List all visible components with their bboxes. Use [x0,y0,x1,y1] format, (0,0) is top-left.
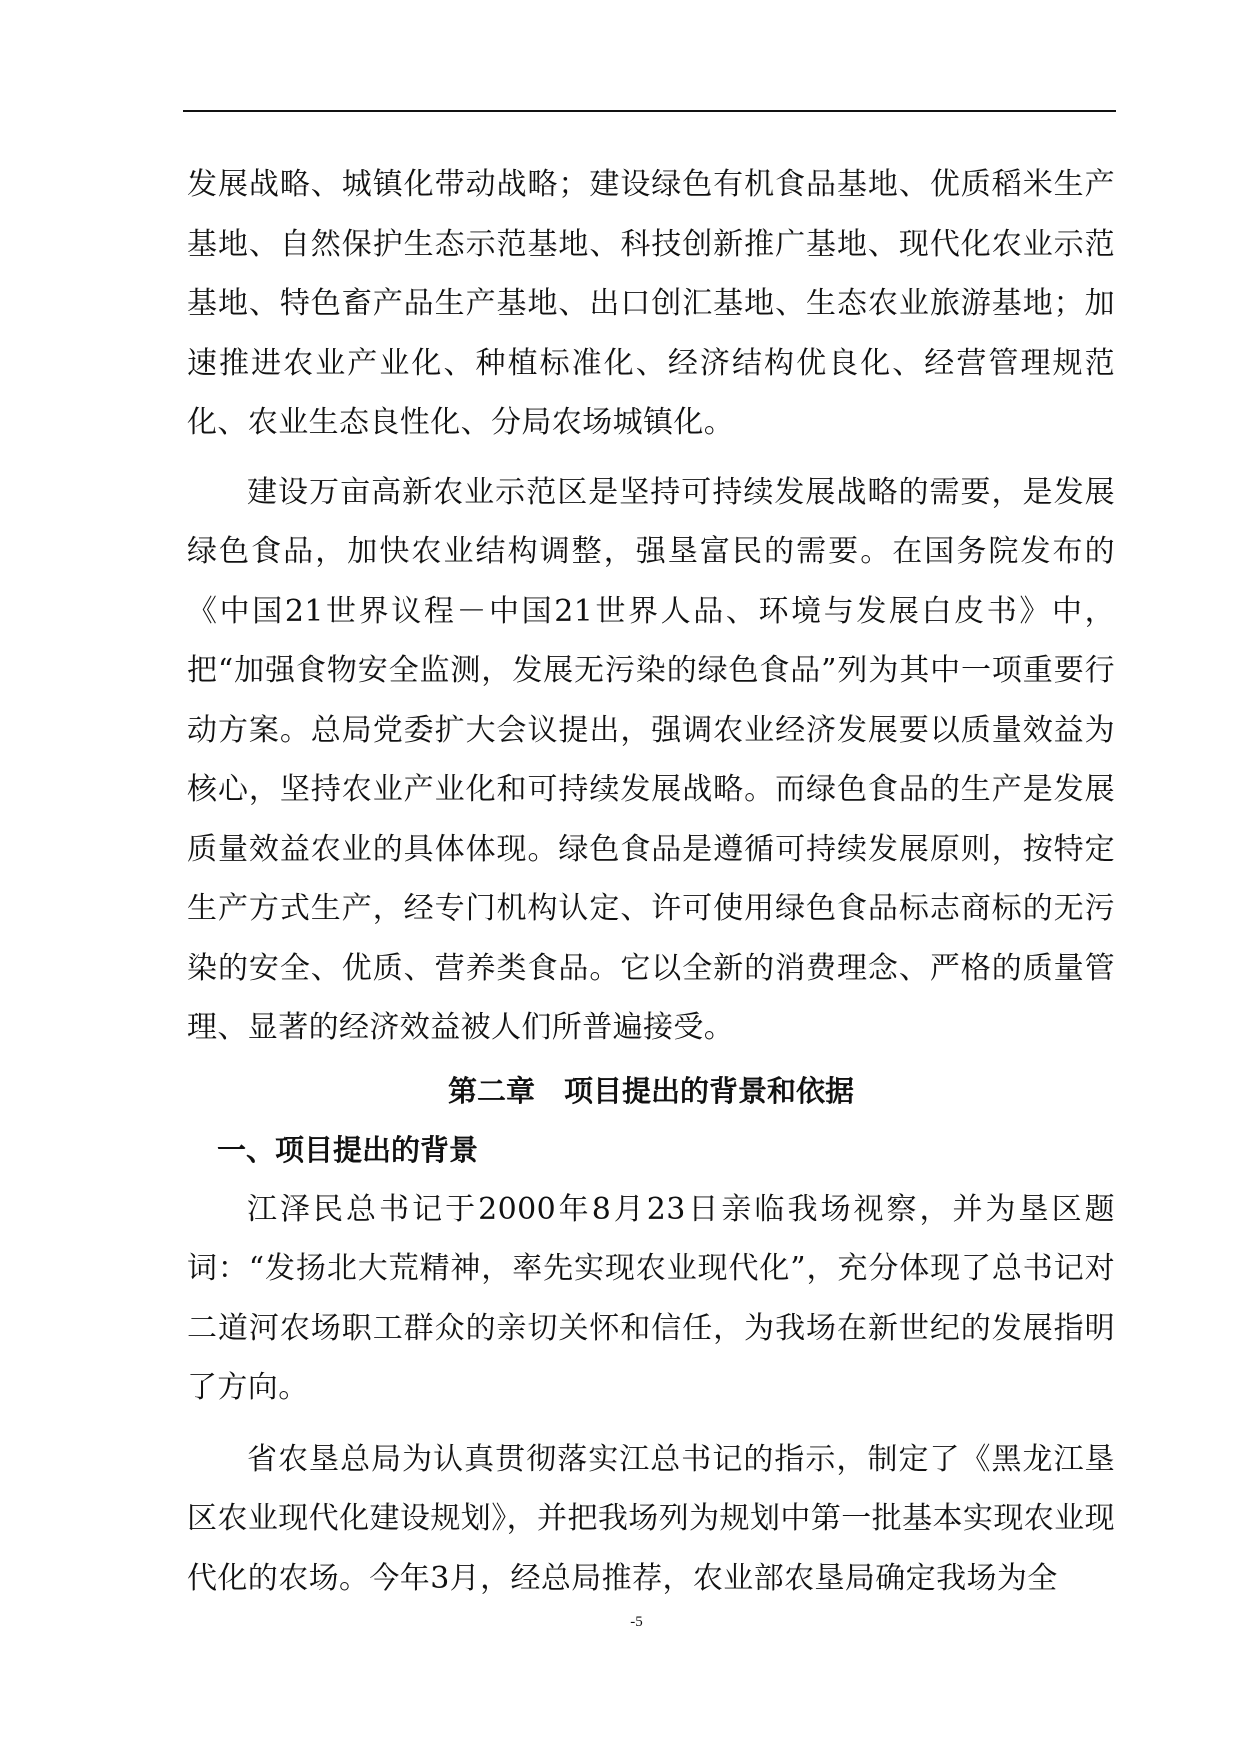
chapter-title: 第二章 项目提出的背景和依据 [447,1073,854,1108]
header-rule [183,110,1116,112]
paragraph-2: 建设万亩高新农业示范区是坚持可持续发展战略的需要，是发展绿色食品，加快农业结构调整，强垦富民的需要。在国务院发布的《中国21世界议程－中国21世界人品、环境与发展白皮书》中，把“加强食物安全监测，发展无污染的绿色食品”列为其中一项重要行动方案。总局党委扩大会议提出，强调农业经济发展要以质量效益为核心，坚持农业产业化和可持续发展战略。而绿色食品的生产是发展质量效益农业的具体体现。绿色食品是遵循可持续发展原则，按特定生产方式生产，经专门机构认定、许可使用绿色食品标志商标的无污染的安全、优质、营养类食品。它以全新的消费理念、严格的质量管理、显著的经济效益被人们所普遍接受。 [187,474,1115,1045]
paragraph-3: 江泽民总书记于2000年8月23日亲临我场视察，并为垦区题词：“发扬北大荒精神，率先实现农业现代化”，充分体现了总书记对二道河农场职工群众的亲切关怀和信任，为我场在新世纪的发展指明了方向。 [187,1191,1115,1405]
section-title: 一、项目提出的背景 [217,1132,479,1167]
page-number: -5 [630,1614,643,1630]
document-body [187,155,1115,1608]
paragraph-1: 发展战略、城镇化带动战略；建设绿色有机食品基地、优质稻米生产基地、自然保护生态示范基地、科技创新推广基地、现代化农业示范基地、特色畜产品生产基地、出口创汇基地、生态农业旅游基地；加速推进农业产业化、种植标准化、经济结构优良化、经营管理规范化、农业生态良性化、分局农场城镇化。 [187,167,1115,440]
paragraph-4: 省农垦总局为认真贯彻落实江总书记的指示，制定了《黑龙江垦区农业现代化建设规划》，并把我场列为规划中第一批基本实现农业现代化的农场。今年3月，经总局推荐，农业部农垦局确定我场为全 [187,1441,1115,1596]
